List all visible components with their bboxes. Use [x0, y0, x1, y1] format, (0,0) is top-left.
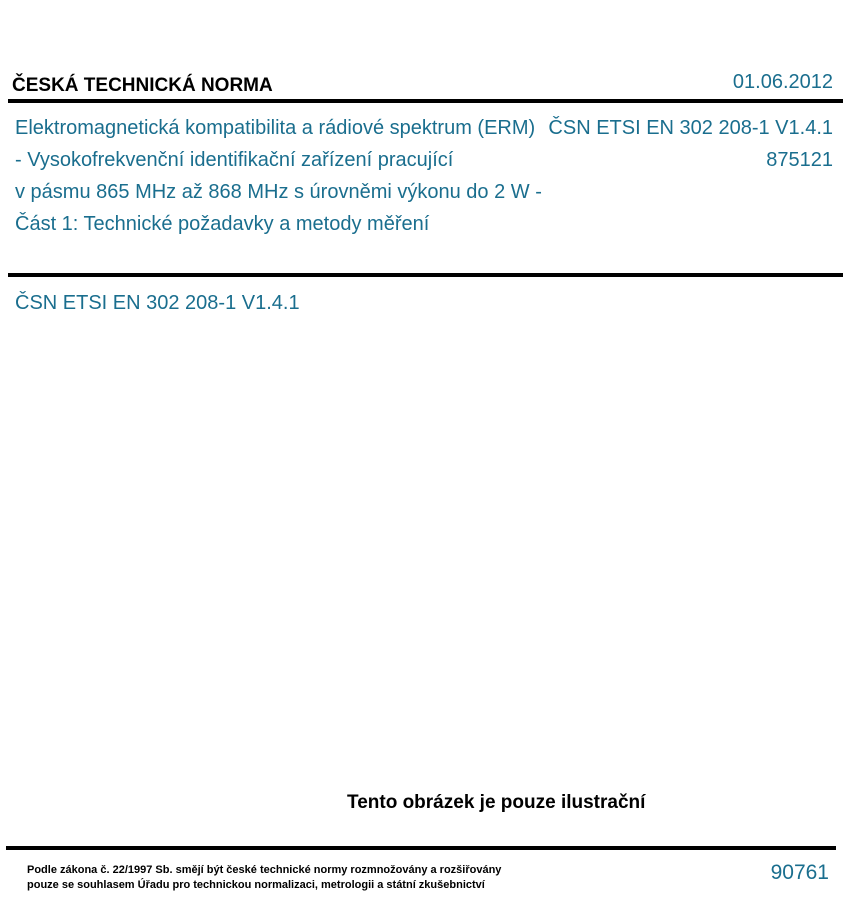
header-rule [8, 99, 843, 103]
title-line-3: v pásmu 865 MHz až 868 MHz s úrovněmi výkonu do 2 W - [15, 181, 542, 203]
legal-notice-line-2: pouze se souhlasem Úřadu pro technickou normalizaci, metrologii a státní zkušebnictví [27, 879, 485, 891]
illustration-note: Tento obrázek je pouze ilustrační [347, 792, 646, 813]
title-line-4: Část 1: Technické požadavky a metody měření [15, 213, 430, 235]
footer-rule [6, 846, 836, 850]
standard-code-repeat: ČSN ETSI EN 302 208-1 V1.4.1 [15, 292, 300, 314]
standard-code: ČSN ETSI EN 302 208-1 V1.4.1 [548, 117, 833, 139]
catalog-number: 875121 [766, 149, 833, 171]
publication-date: 01.06.2012 [732, 71, 833, 93]
legal-notice-line-1: Podle zákona č. 22/1997 Sb. smějí být české technické normy rozmnožovány a rozšiřovány [27, 864, 502, 876]
title-line-2: - Vysokofrekvenční identifikační zařízení pracující [15, 149, 454, 171]
title-rule [8, 273, 843, 277]
norm-type-label: ČESKÁ TECHNICKÁ NORMA [12, 75, 273, 96]
document-id: 90761 [770, 861, 829, 884]
title-line-1: Elektromagnetická kompatibilita a rádiové spektrum (ERM) [15, 117, 536, 139]
